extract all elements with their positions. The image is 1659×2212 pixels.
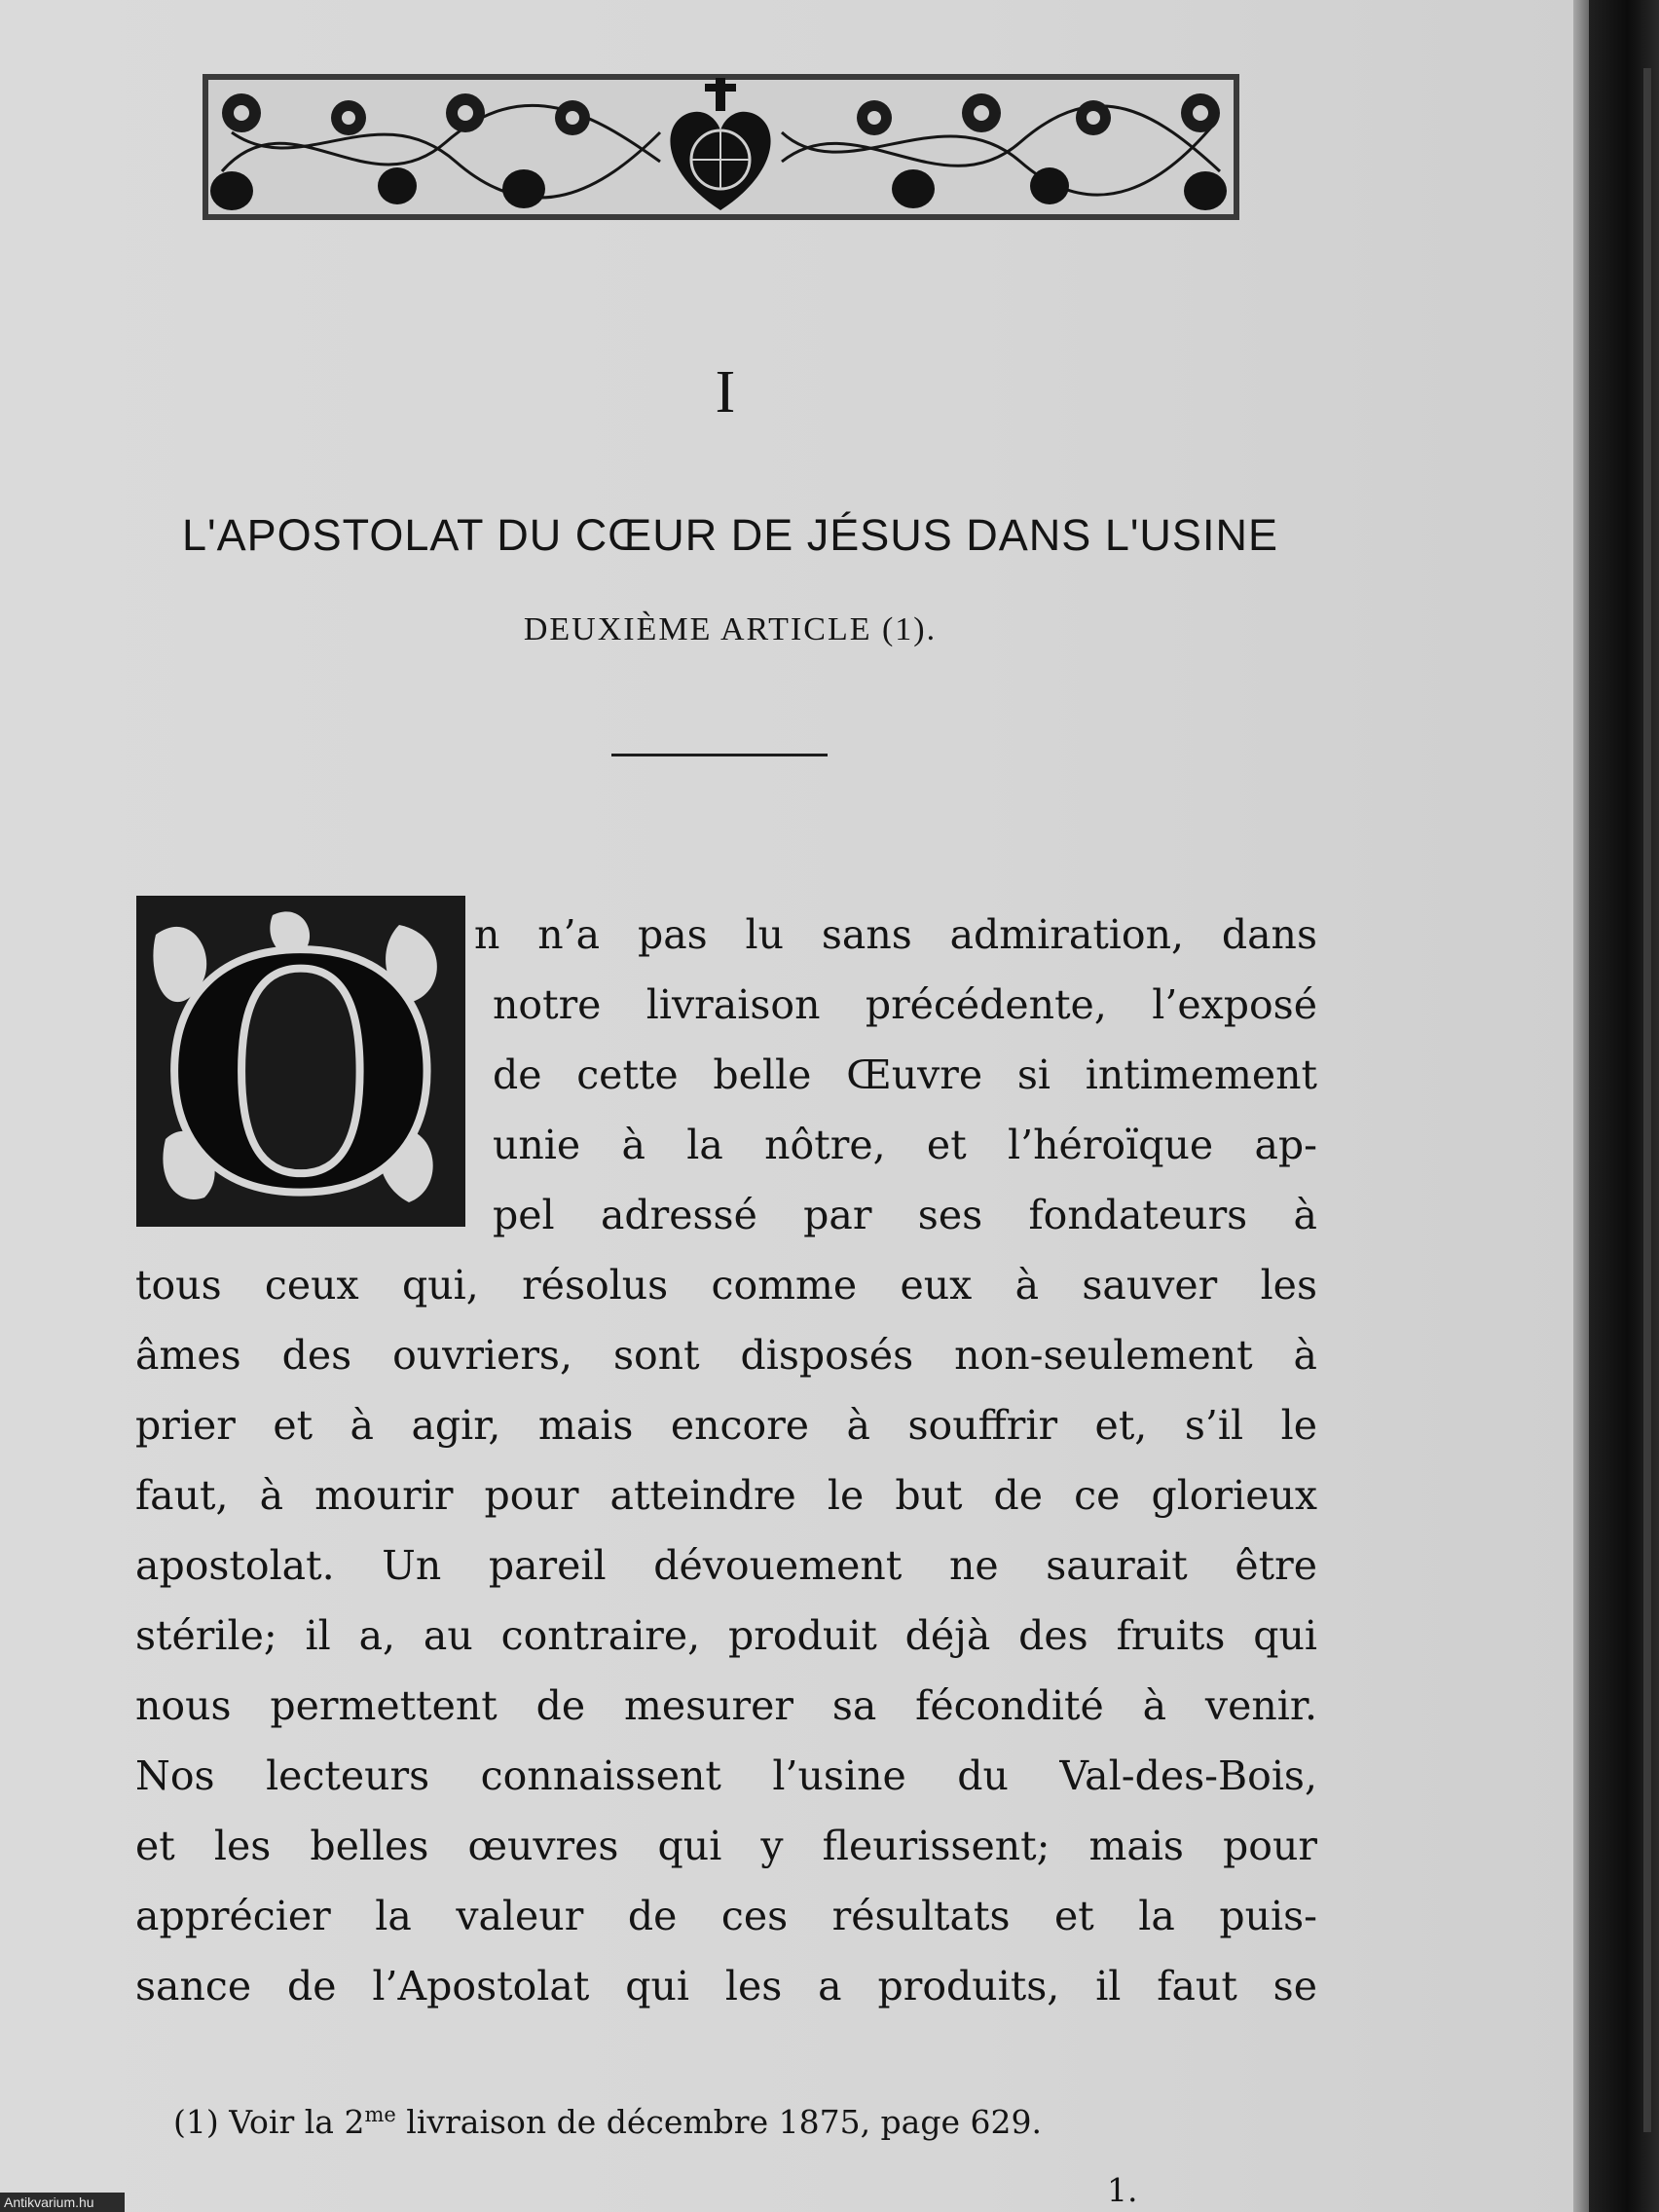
dropcap-initial bbox=[136, 896, 465, 1227]
body-line: prier et à agir, mais encore à souffrir et, s’il le bbox=[135, 1402, 1317, 1449]
footnote bbox=[173, 2093, 1042, 2144]
body-line: âmes des ouvriers, sont disposés non-seulement à bbox=[135, 1332, 1317, 1379]
body-line: et les belles œuvres qui y fleurissent; mais pour bbox=[135, 1823, 1317, 1869]
binding-edge bbox=[1643, 68, 1651, 2132]
ornamental-headband bbox=[203, 74, 1239, 220]
body-line: faut, à mourir pour atteindre le but de ce glorieux bbox=[135, 1472, 1317, 1519]
body-line: sance de l’Apostolat qui les a produits, il faut se bbox=[135, 1963, 1317, 2009]
footnote-superscript: me bbox=[364, 2103, 396, 2126]
section-number: I bbox=[715, 359, 736, 425]
watermark: Antikvarium.hu bbox=[0, 2193, 125, 2212]
dropcap-letter: O bbox=[161, 896, 441, 1227]
body-line: pel adressé par ses fondateurs à bbox=[493, 1192, 1317, 1238]
body-line: apprécier la valeur de ces résultats et la puis- bbox=[135, 1893, 1317, 1939]
body-line: unie à la nôtre, et l’héroïque ap- bbox=[493, 1122, 1317, 1168]
footnote-rest: livraison de décembre 1875, page 629. bbox=[395, 2103, 1042, 2141]
page-gutter-shadow bbox=[1573, 0, 1589, 2212]
body-line: stérile; il a, au contraire, produit déjà des fruits qui bbox=[135, 1612, 1317, 1659]
body-line: tous ceux qui, résolus comme eux à sauver les bbox=[135, 1262, 1317, 1309]
body-line: de cette belle Œuvre si intimement bbox=[493, 1051, 1317, 1098]
article-subtitle: DEUXIÈME ARTICLE (1). bbox=[523, 611, 938, 647]
body-line: apostolat. Un pareil dévouement ne saurait être bbox=[135, 1542, 1317, 1589]
body-line: notre livraison précédente, l’exposé bbox=[493, 981, 1317, 1028]
footnote-text: (1) Voir la 2 bbox=[173, 2103, 365, 2141]
article-title: L'APOSTOLAT DU CŒUR DE JÉSUS DANS L'USINE bbox=[182, 510, 1278, 560]
body-line: Nos lecteurs connaissent l’usine du Val-des-Bois, bbox=[135, 1752, 1317, 1799]
body-line: nous permettent de mesurer sa fécondité à venir. bbox=[135, 1682, 1317, 1729]
body-line: n n’a pas lu sans admiration, dans bbox=[474, 911, 1317, 958]
page-number: 1. bbox=[1107, 2171, 1138, 2209]
divider-rule bbox=[611, 754, 828, 756]
